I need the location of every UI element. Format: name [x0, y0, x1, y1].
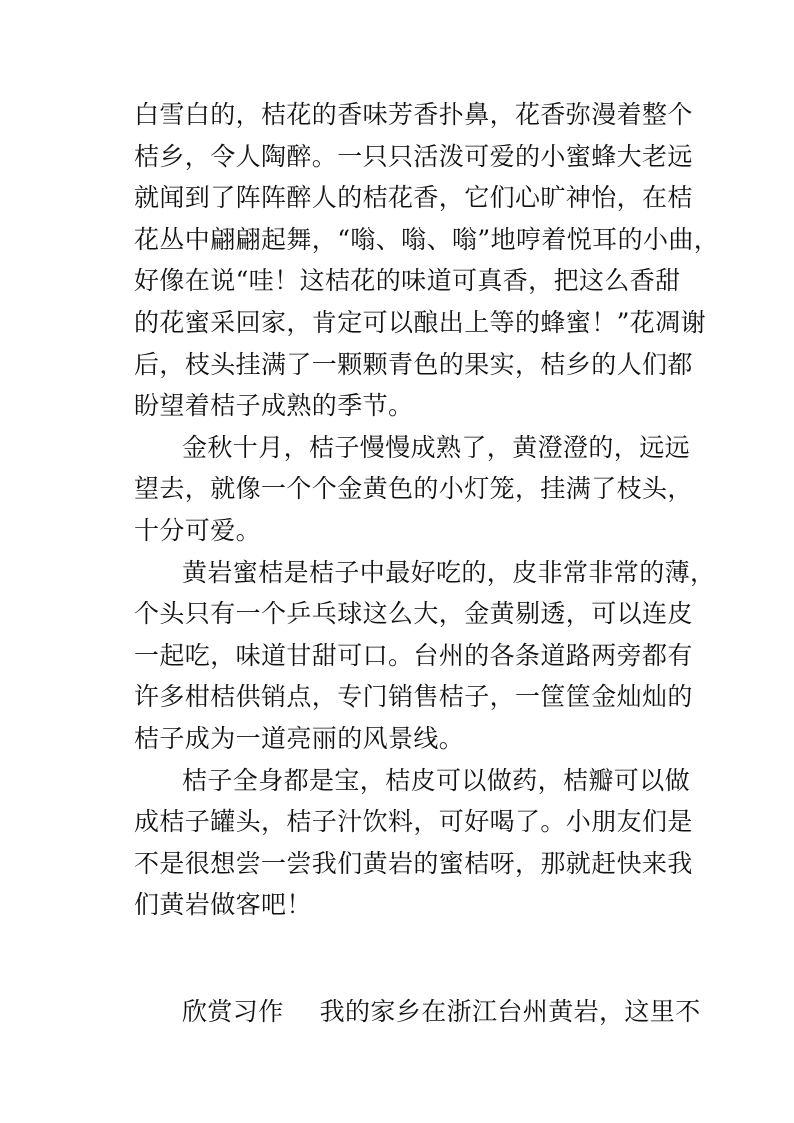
text-line: 不是很想尝一尝我们黄岩的蜜桔呀，那就赶快来我 — [134, 848, 693, 878]
paragraph-start-line: 桔子全身都是宝，桔皮可以做药，桔瓣可以做 — [182, 765, 691, 795]
text-line: 许多柑桔供销点，专门销售桔子，一筐筐金灿灿的 — [134, 682, 693, 712]
text-line: 后，枝头挂满了一颗颗青色的果实，桔乡的人们都 — [134, 349, 693, 379]
text-line: 的花蜜采回家，肯定可以酿出上等的蜂蜜！”花凋谢 — [134, 307, 706, 337]
text-line: 成桔子罐头，桔子汁饮料，可好喝了。小朋友们是 — [134, 807, 693, 837]
text-line: 一起吃，味道甘甜可口。台州的各条道路两旁都有 — [134, 640, 693, 670]
essay-heading-line — [134, 989, 701, 1035]
text-line: 白雪白的，桔花的香味芳香扑鼻，花香弥漫着整个 — [134, 100, 693, 129]
essay-first-line: 我的家乡在浙江台州黄岩，这里不 — [319, 996, 701, 1026]
text-line: 个头只有一个乒乓球这么大，金黄剔透，可以连皮 — [134, 599, 693, 629]
text-line: 盼望着桔子成熟的季节。 — [134, 391, 414, 421]
text-line: 们黄岩做客吧！ — [134, 890, 312, 920]
essay-label: 欣赏习作 — [182, 996, 284, 1026]
text-line: 十分可爱。 — [134, 515, 262, 545]
text-line: 桔子成为一道亮丽的风景线。 — [134, 723, 465, 753]
paragraph-start-line: 黄岩蜜桔是桔子中最好吃的，皮非常非常的薄， — [182, 557, 716, 587]
paragraph-start-line: 金秋十月，桔子慢慢成熟了，黄澄澄的，远远 — [182, 432, 691, 462]
section-gap — [134, 926, 674, 989]
text-line: 望去，就像一个个金黄色的小灯笼，挂满了枝头， — [134, 474, 693, 504]
text-line: 桔乡，令人陶醉。一只只活泼可爱的小蜜蜂大老远 — [134, 141, 693, 171]
text-line: 花丛中翩翩起舞，“嗡、嗡、嗡”地哼着悦耳的小曲， — [134, 224, 720, 254]
text-line: 就闻到了阵阵醉人的桔花香，它们心旷神怡，在桔 — [134, 183, 693, 213]
text-line: 好像在说“哇！这桔花的味道可真香，把这么香甜 — [134, 266, 681, 296]
document-body — [134, 94, 720, 1035]
